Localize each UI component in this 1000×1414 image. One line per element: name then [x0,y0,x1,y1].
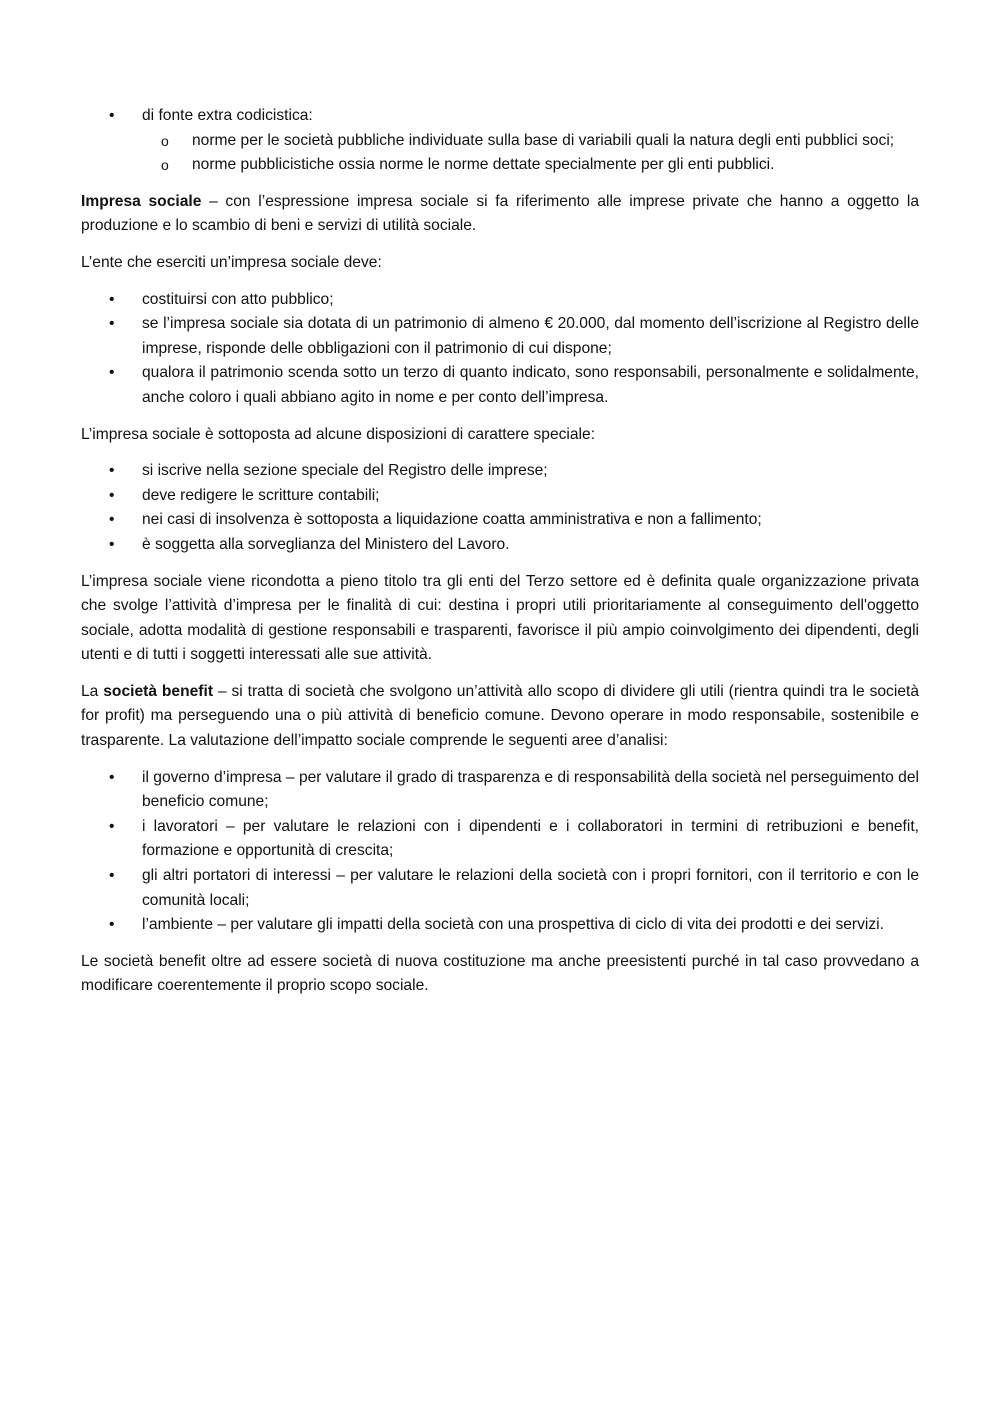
list-item [81,459,919,484]
bullet-icon: • [109,486,115,504]
bullet-icon: • [109,107,115,124]
list-item [81,361,919,410]
list-item [81,104,919,129]
list-item [81,815,919,864]
paragraph-impresa-sociale [81,190,919,239]
circle-bullet-icon: o [161,157,169,174]
list-item-text: qualora il patrimonio scenda sotto un terzo di quanto indicato, sono responsabili, personalmente e solidalmente, anche coloro i quali abbiano agito in nome e per conto dell’impresa. [142,364,919,406]
bullet-icon: • [109,364,115,382]
bullet-icon: • [109,290,115,308]
list-item [81,864,919,913]
bullet-icon: • [109,535,115,553]
list-item [81,533,919,558]
list-item [81,288,919,313]
sub-list-item-text: norme pubblicistiche ossia norme le norme dettate specialmente per gli enti pubblici. [192,156,775,174]
list-item-text: si iscrive nella sezione speciale del Registro delle imprese; [142,462,548,480]
list-item-text: costituirsi con atto pubblico; [142,290,334,308]
list-item [81,913,919,938]
list-item-text: se l’impresa sociale sia dotata di un patrimonio di almeno € 20.000, dal momento dell’iscrizione al Registro delle imprese, risponde delle obbligazioni con il patrimonio di cui dispone; [142,315,919,357]
bullet-icon: • [109,867,115,885]
bullet-icon: • [109,916,115,934]
paragraph-ente: L’ente che eserciti un’impresa sociale deve: [81,253,382,271]
list-item-text: l’ambiente – per valutare gli impatti della società con una prospettiva di ciclo di vita dei prodotti e dei servizi. [142,916,884,934]
list-item-text: i lavoratori – per valutare le relazioni con i dipendenti e i collaboratori in termini di retribuzioni e benefit, formazione e opportunità di crescita; [142,817,919,860]
list-item-text: deve redigere le scritture contabili; [142,486,380,504]
list-disposizioni-speciali [81,459,919,557]
sub-list-item-text: norme per le società pubbliche individuate sulla base di variabili quali la natura degli enti pubblici soci; [192,131,895,149]
sub-list-item [81,153,919,178]
bullet-icon: • [109,768,115,786]
list-item-text: nei casi di insolvenza è sottoposta a liquidazione coatta amministrativa e non a fallimento; [142,511,762,529]
list-item-text: il governo d’impresa – per valutare il grado di trasparenza e di responsabilità della società nel perseguimento del beneficio comune; [142,768,919,811]
list-item-text: è soggetta alla sorveglianza del Ministero del Lavoro. [142,535,510,553]
list-obblighi-ente [81,288,919,411]
term-societa-benefit: società benefit [103,682,214,700]
paragraph-text: – si tratta di società che svolgono un’attività allo scopo di dividere gli utili (rientra quindi tra le società for profit) ma perseguendo una o più attività di beneficio comune. Devono operare in modo responsabile, sostenibile e trasparente. La valutazione dell’impatto sociale comprende le seguenti aree d’analisi: [81,682,919,750]
list-extra-codicistica [81,104,919,178]
paragraph-terzo-settore: L’impresa sociale viene ricondotta a pieno titolo tra gli enti del Terzo settore ed è definita quale organizzazione privata che svolge l’attività d’impresa per le finalità di cui: destina i propri utili prioritariamente al conseguimento dell'oggetto sociale, adotta modalità di gestione responsabili e trasparenti, favorisce il più ampio coinvolgimento dei dipendenti, degli utenti e di tutti i soggetti interessati alle sue attività. [81,572,919,664]
bullet-icon: • [109,462,115,480]
paragraph-prefix: La [81,682,104,700]
list-item [81,508,919,533]
term-impresa-sociale: Impresa sociale [81,192,202,210]
document-page [81,104,919,1011]
bullet-icon: • [109,817,115,835]
list-item [81,484,919,509]
circle-bullet-icon: o [161,132,169,149]
bullet-icon: • [109,315,115,333]
list-item [81,766,919,815]
list-item-text: gli altri portatori di interessi – per valutare le relazioni della società con i propri fornitori, con il territorio e con le comunità locali; [142,867,919,909]
paragraph-disposizioni: L’impresa sociale è sottoposta ad alcune disposizioni di carattere speciale: [81,425,596,443]
sub-list-item [81,129,919,154]
paragraph-text: – con l’espressione impresa sociale si fa riferimento alle imprese private che hanno a oggetto la produzione e lo scambio di beni e servizi di utilità sociale. [81,192,920,235]
bullet-icon: • [109,511,115,529]
list-item-text: di fonte extra codicistica: [142,107,313,124]
paragraph-societa-benefit [81,680,919,754]
list-item [81,312,919,361]
paragraph-conclusione: Le società benefit oltre ad essere società di nuova costituzione ma anche preesistenti purché in tal caso provvedano a modificare coerentemente il proprio scopo sociale. [81,952,919,995]
list-aree-analisi [81,766,919,938]
